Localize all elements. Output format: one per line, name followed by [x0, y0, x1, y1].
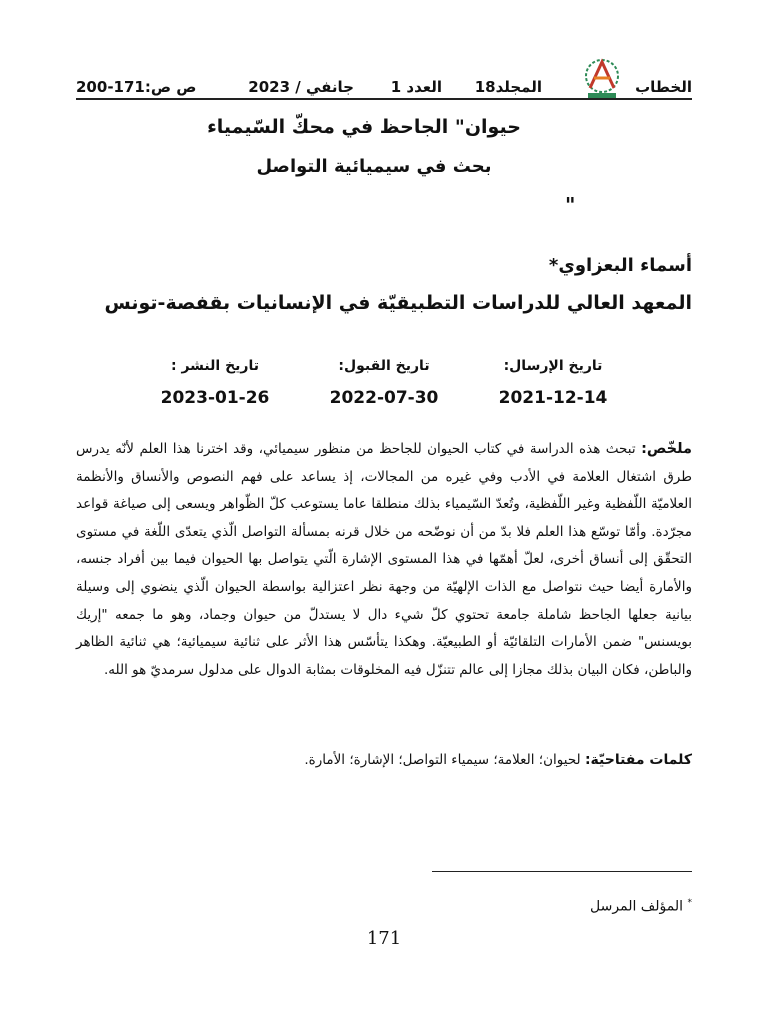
footnote-marker: *: [687, 898, 692, 908]
date-label: تاريخ النشر :: [171, 358, 259, 374]
abstract-text: تبحث هذه الدراسة في كتاب الحيوان للجاحظ من منظور سيميائي، وقد اخترنا هذا العلم لأنّه يدرس طرق اشتغال العلامة في الأدب وفي غيره من المجالات، إذ يساعد على فهم النصوص والأنساق والأنظمة العلاميّة اللّفظية وغير اللّفظية، وتُعدّ السّيمياء بذلك منطلقا عاما يستوعب كلّ الظّواهر ويسعى إلى صياغة قواعد مجرّدة. وأمّا توسّع هذا العلم فلا بدّ من أن نوضّحه من خلال قرنه بمسألة التواصل الّذي يتعدّى اللّغة في مستوى التحقّق إلى أنساق أخرى، لعلّ أهمّها في هذا المستوى الإشارة الّتي يتواصل بها الحيوان فيما بين أفراد جنسه، والأمارة أيضا حيث نتواصل مع الذات الإلهيّة من وجهة نظر اعتزالية بواسطة الحيوان الّذي ينضوي إلى وسيلة بيانية جعلها الجاحظ شاملة جامعة تحتوي كلّ شيء دال لا يستدلّ من حيوان وجماد، وهو ما جمعه "إريك بويسنس" ضمن الأمارات التلقائيّة أو الطبيعيّة. وهكذا يتأسّس هذا الأثر على ثنائية سيميائية؛ هي ثنائية الظاهر والباطن، فكان البيان بذلك مجازا إلى عالم تتنزّل فيه المخلوقات بمثابة الدوال على مدلول سرمديّ هو الله.: [76, 441, 692, 678]
submission-dates: [130, 358, 638, 428]
date-published: [130, 358, 300, 408]
header-divider: [76, 98, 692, 100]
page-range: ص ص:171-200: [76, 78, 197, 96]
keywords-label: كلمات مفتاحيّة:: [584, 752, 692, 768]
journal-name: الخطاب: [635, 78, 692, 96]
date-accepted: [299, 358, 469, 408]
abstract-label: ملخّص:: [641, 441, 692, 457]
date-value: 2023-01-26: [160, 388, 270, 408]
keywords-text: لحيوان؛ العلامة؛ سيمياء التواصل؛ الإشارة؛ الأمارة.: [304, 752, 585, 768]
issue-date: جانفي / 2023: [248, 78, 354, 96]
article-title: حيوان" الجاحظ في محكّ السّيمياء: [207, 116, 521, 138]
stray-quote-mark: ": [565, 193, 576, 217]
footnote-divider: [432, 871, 692, 872]
volume-number: المجلد18: [474, 78, 542, 96]
page-number: 171: [366, 928, 402, 949]
author-affiliation: المعهد العالي للدراسات التطبيقيّة في الإنسانيات بقفصة-تونس: [104, 292, 692, 314]
footnote-text: المؤلف المرسل: [590, 898, 688, 915]
date-value: 2022-07-30: [329, 388, 439, 408]
journal-logo-icon: [582, 56, 622, 100]
article-subtitle: بحث في سيميائية التواصل: [256, 156, 492, 177]
date-label: تاريخ القبول:: [338, 358, 430, 374]
abstract: [76, 436, 692, 684]
issue-number: العدد 1: [390, 78, 442, 96]
author-name: أسماء البعزاوي*: [548, 255, 692, 276]
keywords: [76, 752, 692, 768]
footnote: [590, 898, 692, 915]
date-value: 2021-12-14: [498, 388, 608, 408]
date-label: تاريخ الإرسال:: [503, 358, 603, 374]
date-received: [468, 358, 638, 408]
